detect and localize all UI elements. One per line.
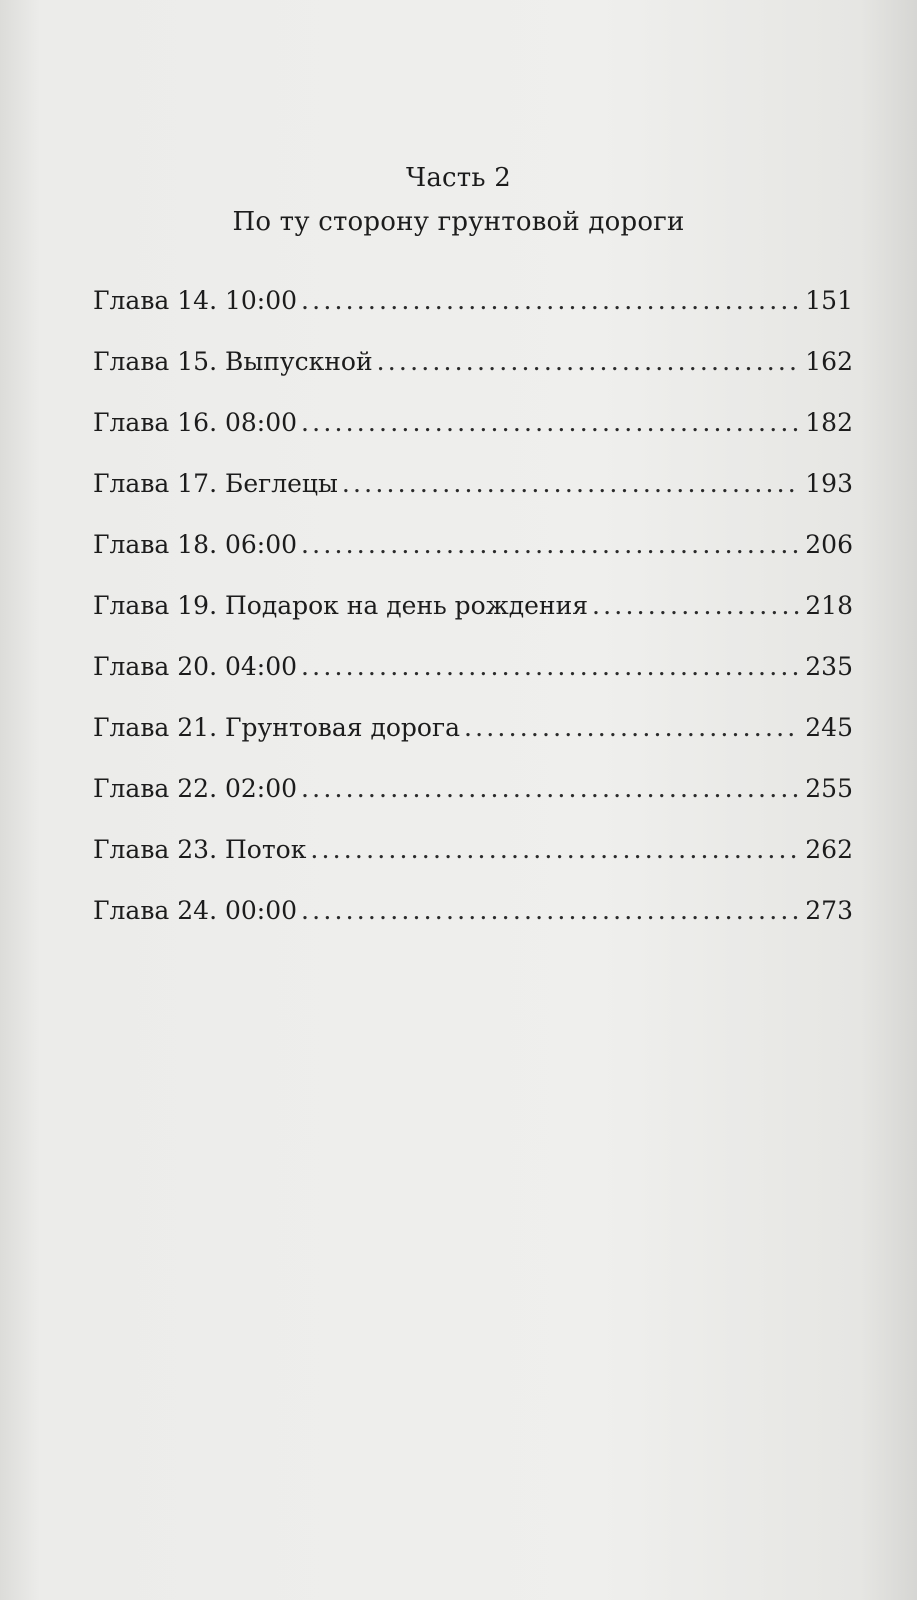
table-of-contents [93,270,853,941]
dot-leader [377,331,800,392]
toc-entry-title: Глава 22. 02:00 [93,774,298,803]
dot-leader [301,392,799,453]
dot-leader [301,758,799,819]
dot-leader [301,270,799,331]
toc-entry [93,392,853,453]
dot-leader [301,514,799,575]
toc-entry-page: 151 [805,286,853,315]
toc-entry [93,514,853,575]
toc-entry [93,697,853,758]
toc-entry-page: 193 [805,469,853,498]
toc-entry [93,880,853,941]
dot-leader [301,880,799,941]
dot-leader [342,453,799,514]
toc-entry-page: 182 [805,408,853,437]
toc-entry-page: 235 [805,652,853,681]
toc-entry-title: Глава 15. Выпускной [93,347,373,376]
part-title: По ту сторону грунтовой дороги [232,207,685,237]
dot-leader [310,819,799,880]
toc-entry [93,636,853,697]
toc-entry [93,331,853,392]
dot-leader [301,636,799,697]
toc-entry-title: Глава 21. Грунтовая дорога [93,713,460,742]
toc-entry [93,575,853,636]
toc-entry [93,758,853,819]
toc-entry-page: 245 [805,713,853,742]
toc-entry-title: Глава 14. 10:00 [93,286,298,315]
toc-entry-title: Глава 17. Беглецы [93,469,338,498]
toc-entry-page: 262 [805,835,853,864]
toc-entry [93,819,853,880]
toc-entry-title: Глава 23. Поток [93,835,307,864]
dot-leader [464,697,799,758]
toc-entry-title: Глава 16. 08:00 [93,408,298,437]
toc-entry [93,453,853,514]
toc-entry-page: 273 [805,896,853,925]
toc-entry-title: Глава 19. Подарок на день рождения [93,591,589,620]
part-label: Часть 2 [406,163,511,193]
toc-entry-page: 255 [805,774,853,803]
toc-entry-page: 162 [805,347,853,376]
toc-entry [93,270,853,331]
dot-leader [592,575,799,636]
toc-entry-page: 218 [805,591,853,620]
toc-entry-page: 206 [805,530,853,559]
toc-entry-title: Глава 24. 00:00 [93,896,298,925]
toc-entry-title: Глава 18. 06:00 [93,530,298,559]
toc-entry-title: Глава 20. 04:00 [93,652,298,681]
